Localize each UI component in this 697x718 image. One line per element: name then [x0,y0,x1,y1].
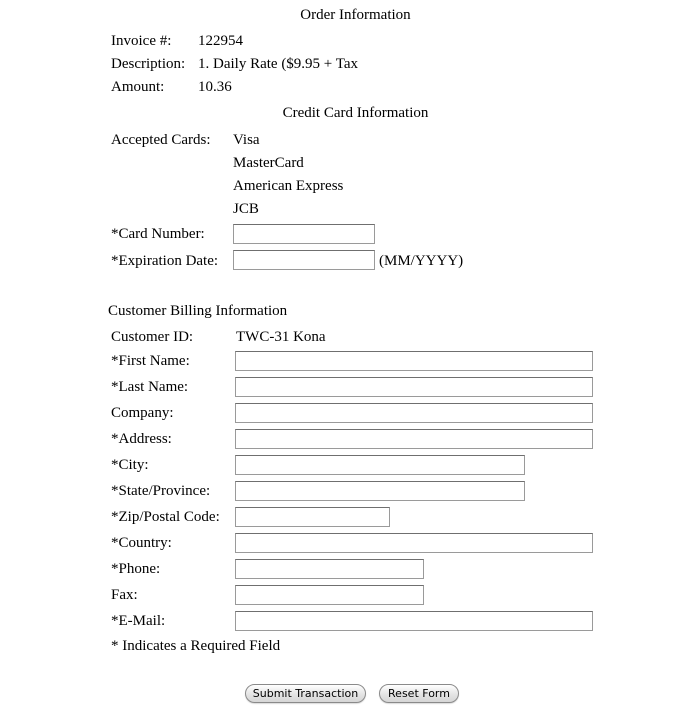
card-number-input[interactable] [233,224,375,244]
invoice-value: 122954 [198,33,243,49]
amount-value: 10.36 [198,79,232,95]
amount-label: Amount: [111,79,165,95]
expiration-format-hint: (MM/YYYY) [379,253,464,269]
zip-postal-code-label: *Zip/Postal Code: [111,509,220,525]
submit-transaction-button[interactable]: Submit Transaction [245,684,366,703]
last-name-input[interactable] [235,377,593,397]
country-label: *Country: [111,535,172,551]
first-name-input[interactable] [235,351,593,371]
city-label: *City: [111,457,149,473]
address-input[interactable] [235,429,593,449]
customer-id-label: Customer ID: [111,329,194,345]
company-input[interactable] [235,403,593,423]
customer-billing-information-heading: Customer Billing Information [108,303,288,319]
email-input[interactable] [235,611,593,631]
email-label: *E-Mail: [111,613,166,629]
company-label: Company: [111,405,174,421]
card-number-label: *Card Number: [111,226,205,242]
accepted-card-mastercard: MasterCard [233,155,304,171]
country-input[interactable] [235,533,593,553]
last-name-label: *Last Name: [111,379,189,395]
state-province-input[interactable] [235,481,525,501]
phone-input[interactable] [235,559,424,579]
required-field-note: * Indicates a Required Field [111,638,281,654]
description-value: 1. Daily Rate ($9.95 + Tax [198,56,359,72]
address-label: *Address: [111,431,172,447]
credit-card-information-heading: Credit Card Information [282,105,429,121]
accepted-card-visa: Visa [233,132,260,148]
description-label: Description: [111,56,186,72]
expiration-date-label: *Expiration Date: [111,253,219,269]
expiration-date-input[interactable] [233,250,375,270]
phone-label: *Phone: [111,561,161,577]
fax-input[interactable] [235,585,424,605]
city-input[interactable] [235,455,525,475]
zip-postal-code-input[interactable] [235,507,390,527]
reset-form-button[interactable]: Reset Form [379,684,459,703]
order-information-heading: Order Information [300,7,411,23]
first-name-label: *First Name: [111,353,190,369]
invoice-label: Invoice #: [111,33,172,49]
customer-id-value: TWC-31 Kona [236,329,326,345]
state-province-label: *State/Province: [111,483,211,499]
accepted-card-american-express: American Express [233,178,344,194]
accepted-card-jcb: JCB [233,201,259,217]
accepted-cards-label: Accepted Cards: [111,132,211,148]
fax-label: Fax: [111,587,138,603]
